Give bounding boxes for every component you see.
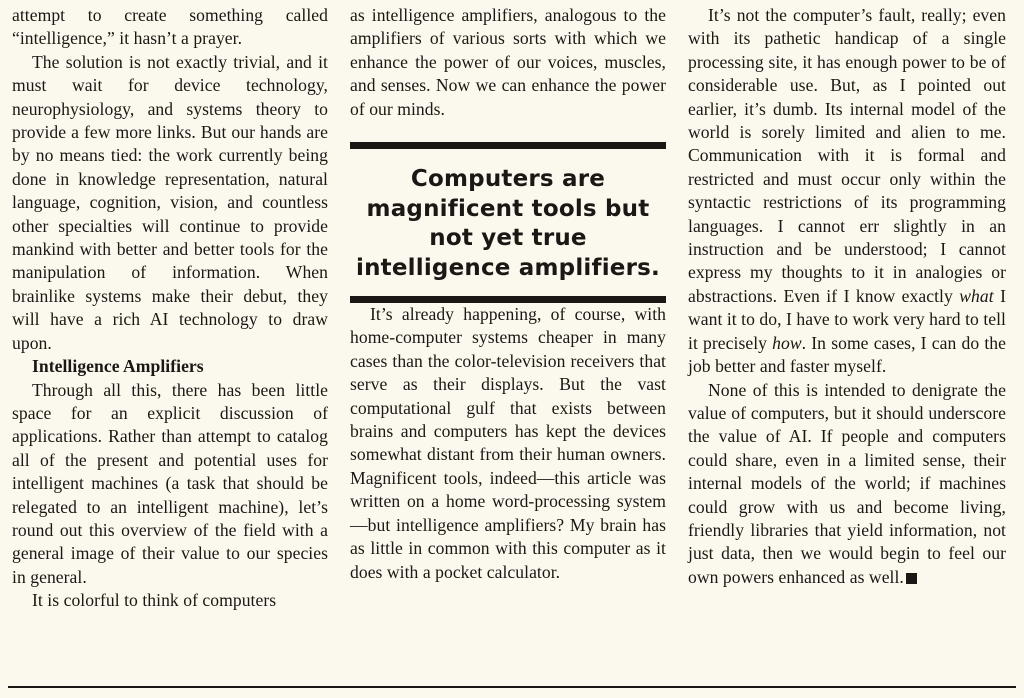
paragraph: Through all this, there has been little space for an explicit discussion of applications. Rather than attempt to catalog all of the present and potential uses for intelligent machines (a task that should be relegated to an intelligent machine), let’s round out this overview of the field with a general image of their value to our species in general. — [12, 379, 328, 587]
text-run: . In some cases, I can do the job better and faster myself. — [688, 332, 1006, 377]
column-3 — [688, 4, 1006, 589]
text-run: None of this is intended to denigrate the value of computers, but it should underscore the value of AI. If people and computers could share, even in a limited sense, their internal models of the world; if machines could grow with us and become living, friendly libraries that yield information, not just data, then we would begin to feel our own powers enhanced as well. — [688, 379, 1006, 587]
text-run: I want it to do, I have to work very hard to tell it precisely — [688, 285, 1006, 353]
bottom-rule — [8, 686, 1016, 688]
pull-quote-top-rule — [350, 142, 666, 149]
paragraph: as intelligence amplifiers, analogous to the amplifiers of various sorts with which we enhance the power of our voices, muscles, and senses. Now we can enhance the power of our minds. — [350, 5, 666, 119]
paragraph — [688, 4, 1006, 379]
column-1 — [12, 4, 328, 613]
end-of-article-mark — [906, 573, 917, 584]
pull-quote-bottom-rule — [350, 296, 666, 303]
pull-quote-text: Computers are magnificent tools but not yet true intelligence amplifiers. — [356, 166, 660, 281]
column-2 — [350, 4, 666, 584]
paragraph: It’s already happening, of course, with home-computer systems cheaper in many cases than the color-television receivers that serve as their displays. But the vast computational gulf that exists between brains and computers has kept the devices somewhat distant from their human owners. Magnificent tools, indeed—this article was written on a home word-processing system—but intelligence amplifiers? My brain has as little in common with this computer as it does with a pocket calculator. — [350, 304, 666, 582]
section-heading: Intelligence Amplifiers — [32, 356, 204, 377]
paragraph: The solution is not exactly trivial, and it must wait for device technology, neurophysiology, and systems theory to provide a few more links. But our hands are by no means tied: the work currently being done in knowledge representation, natural language, cognition, vision, and countless other specialties will continue to provide mankind with better and better tools for the manipulation of information. When brainlike systems make their debut, they will have a rich AI technology to draw upon. — [12, 51, 328, 353]
emphasis: what — [959, 285, 994, 306]
paragraph: It is colorful to think of computers — [32, 590, 277, 611]
paragraph: attempt to create something called “intelligence,” it hasn’t a prayer. — [12, 5, 328, 49]
text-run: It’s not the computer’s fault, really; even with its pathetic handicap of a single processing site, it has enough power to be of considerable use. But, as I pointed out earlier, it’s dumb. Its internal model of the world is sorely limited and alien to me. Communication with it is formal and restricted and must occur only within the syntactic restrictions of its programming languages. I cannot err slightly in an instruction and be understood; I cannot express my thoughts to it in analogies or abstractions. Even if I know exactly — [688, 5, 1006, 306]
pull-quote — [350, 142, 666, 303]
emphasis: how — [772, 332, 802, 353]
paragraph — [688, 379, 1006, 590]
